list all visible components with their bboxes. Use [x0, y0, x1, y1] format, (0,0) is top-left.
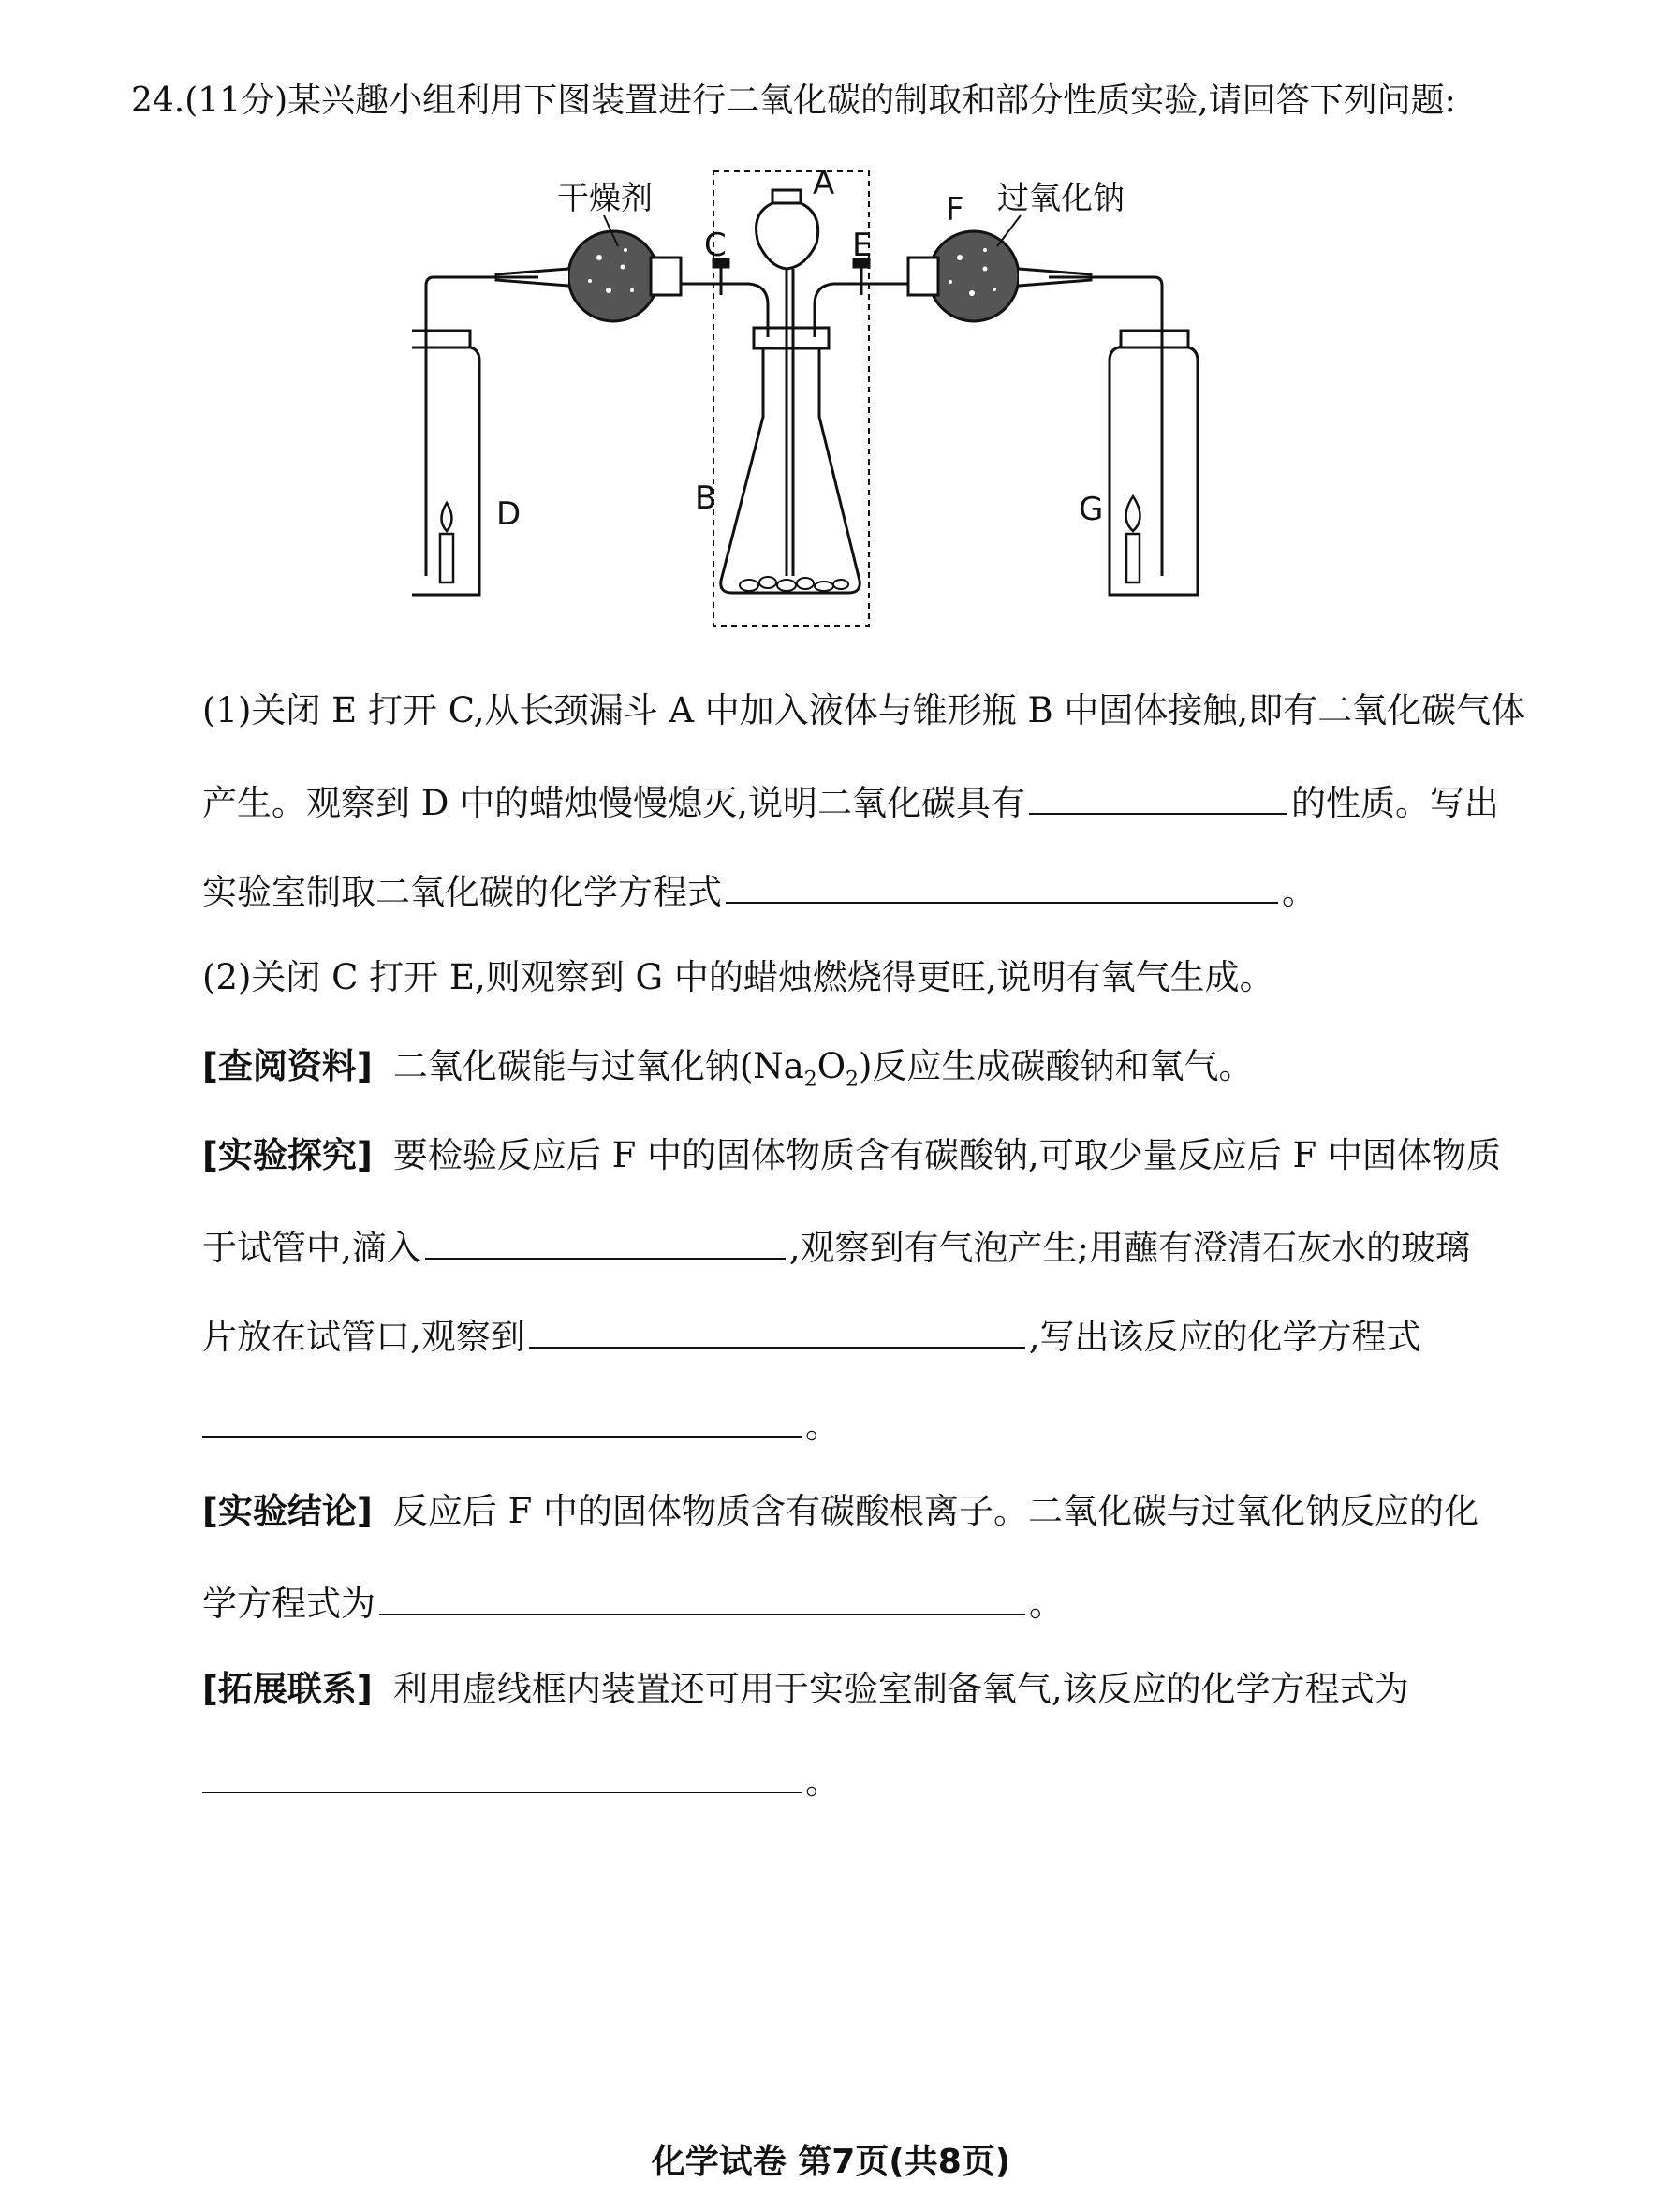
- research-sub1: 2: [803, 1068, 817, 1092]
- explore-line2: [202, 1222, 1470, 1271]
- answer-blank-4[interactable]: [529, 1311, 1025, 1349]
- part1-line2-b: 的性质。写出: [1290, 783, 1499, 823]
- part2-line1: (2)关闭 C 打开 E,则观察到 G 中的蜡烛燃烧得更旺,说明有氧气生成。: [202, 957, 1274, 997]
- flask-b: [721, 328, 860, 593]
- extension-tag: [拓展联系]: [202, 1669, 373, 1709]
- letter-b: B: [695, 479, 717, 517]
- conclusion-line2-a: 学方程式为: [202, 1584, 375, 1624]
- research-line: [202, 1044, 1253, 1102]
- conclusion-tag: [实验结论]: [202, 1491, 373, 1531]
- conclusion-line1: [202, 1489, 1478, 1534]
- valve-c: [713, 259, 728, 295]
- conclusion-line2-b: 。: [1029, 1584, 1064, 1624]
- research-tag: [查阅资料]: [202, 1046, 373, 1086]
- explore-line3: [202, 1311, 1421, 1360]
- question-text: (11分)某兴趣小组利用下图装置进行二氧化碳的制取和部分性质实验,请回答下列问题:: [184, 81, 1456, 120]
- letter-g: G: [1079, 491, 1104, 528]
- part1-line2: [202, 777, 1499, 826]
- apparatus-diagram: [412, 164, 1217, 651]
- letter-a: A: [813, 165, 835, 202]
- candle-g: [1126, 496, 1140, 582]
- letter-c: C: [704, 227, 727, 264]
- explore-tag: [实验探究]: [202, 1135, 373, 1175]
- explore-line2-b: ,观察到有气泡产生;用蘸有澄清石灰水的玻璃: [788, 1228, 1470, 1268]
- extension-line1: [202, 1667, 1409, 1712]
- answer-blank-2[interactable]: [726, 866, 1278, 904]
- extension-text1: 利用虚线框内装置还可用于实验室制备氧气,该反应的化学方程式为: [392, 1669, 1409, 1709]
- part1-line2-a: 产生。观察到 D 中的蜡烛慢慢熄灭,说明二氧化碳具有: [202, 783, 1025, 823]
- label-peroxide: 过氧化钠: [997, 180, 1125, 217]
- extension-line2-end: 。: [805, 1762, 840, 1802]
- conclusion-text1: 反应后 F 中的固体物质含有碳酸根离子。二氧化碳与过氧化钠反应的化: [392, 1491, 1479, 1531]
- explore-line3-a: 片放在试管口,观察到: [202, 1317, 525, 1357]
- long-neck-funnel-a: [757, 190, 818, 576]
- pointer-peroxide: [997, 215, 1021, 246]
- research-text-b: O: [816, 1046, 846, 1086]
- solid-pebbles: [740, 577, 848, 591]
- explore-line3-b: ,写出该反应的化学方程式: [1028, 1317, 1421, 1357]
- conclusion-line2: [202, 1578, 1064, 1627]
- answer-blank-3[interactable]: [425, 1222, 786, 1260]
- part1-line3-a: 实验室制取二氧化碳的化学方程式: [202, 872, 722, 912]
- valve-e: [854, 259, 869, 295]
- letter-e: E: [852, 227, 873, 264]
- candle-d: [440, 503, 453, 582]
- explore-line4-end: 。: [805, 1406, 840, 1446]
- research-text-a: 二氧化碳能与过氧化钠(Na: [392, 1046, 804, 1086]
- part1-line1: (1)关闭 E 打开 C,从长颈漏斗 A 中加入液体与锥形瓶 B 中固体接触,即有二氧化碳气体: [202, 690, 1526, 730]
- answer-blank-5[interactable]: [202, 1400, 802, 1438]
- part1-line3-b: 。: [1282, 872, 1316, 912]
- label-desiccant: 干燥剂: [557, 180, 653, 217]
- bottle-g: [1110, 286, 1198, 595]
- answer-blank-1[interactable]: [1029, 777, 1287, 815]
- question-title: [131, 79, 1456, 124]
- letter-f: F: [946, 191, 964, 229]
- page-footer: 化学试卷 第7页(共8页): [651, 2143, 1011, 2181]
- research-text-c: )反应生成碳酸钠和氧气。: [859, 1046, 1254, 1086]
- explore-line1: [202, 1133, 1501, 1178]
- research-sub2: 2: [846, 1068, 860, 1092]
- explore-line4: [202, 1400, 840, 1449]
- part1-line3: [202, 866, 1316, 915]
- explore-text1: 要检验反应后 F 中的固体物质含有碳酸钠,可取少量反应后 F 中固体物质: [392, 1135, 1501, 1175]
- answer-blank-7[interactable]: [202, 1756, 802, 1793]
- extension-line2: [202, 1756, 840, 1805]
- answer-blank-6[interactable]: [379, 1578, 1025, 1615]
- question-number: 24.: [131, 81, 185, 120]
- letter-d: D: [496, 495, 522, 533]
- explore-line2-a: 于试管中,滴入: [202, 1228, 421, 1268]
